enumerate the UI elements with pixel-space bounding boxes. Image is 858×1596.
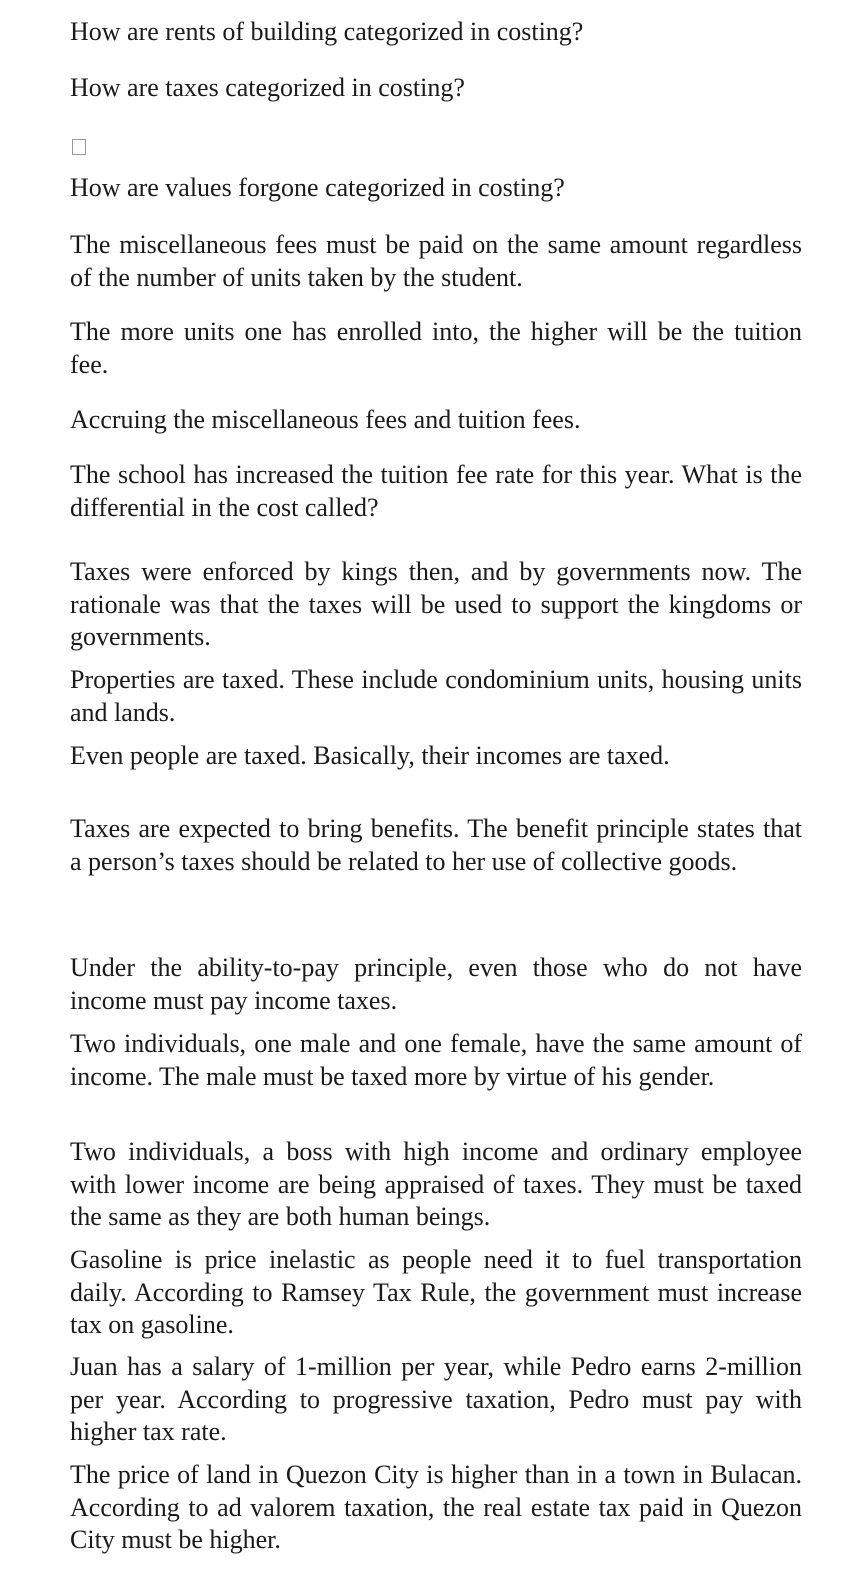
question-tuition-differential: The school has increased the tuition fee rate for this year. What is the differential in the cost called? (70, 460, 802, 522)
statement-benefit-principle: Taxes are expected to bring benefits. The benefit principle states that a person’s taxes should be related to her use of collective goods. (70, 814, 802, 876)
statement-taxes-kings: Taxes were enforced by kings then, and by governments now. The rationale was that the taxes will be used to support the kingdoms or governments. (70, 557, 802, 651)
question-taxes: How are taxes categorized in costing? (70, 73, 465, 102)
statement-units-tuition: The more units one has enrolled into, the higher will be the tuition fee. (70, 317, 802, 379)
statement-ad-valorem: The price of land in Quezon City is higher than in a town in Bulacan. According to ad valorem taxation, the real estate tax paid in Quezon City must be higher. (70, 1460, 802, 1554)
statement-gender-tax: Two individuals, one male and one female, have the same amount of income. The male must be taxed more by virtue of his gender. (70, 1029, 802, 1091)
statement-ability-to-pay: Under the ability-to-pay principle, even those who do not have income must pay income taxes. (70, 953, 802, 1015)
statement-accruing-fees: Accruing the miscellaneous fees and tuition fees. (70, 405, 581, 434)
statement-misc-fees: The miscellaneous fees must be paid on the same amount regardless of the number of units taken by the student. (70, 230, 802, 292)
statement-progressive-taxation: Juan has a salary of 1-million per year, while Pedro earns 2-million per year. According to progressive taxation, Pedro must pay with higher tax rate. (70, 1352, 802, 1446)
question-values-forgone: How are values forgone categorized in costing? (70, 173, 565, 202)
statement-boss-employee: Two individuals, a boss with high income and ordinary employee with lower income are being appraised of taxes. They must be taxed the same as they are both human beings. (70, 1137, 802, 1231)
empty-checkbox[interactable] (72, 139, 86, 155)
statement-properties-taxed: Properties are taxed. These include condominium units, housing units and lands. (70, 665, 802, 727)
statement-ramsey-rule: Gasoline is price inelastic as people need it to fuel transportation daily. According to Ramsey Tax Rule, the government must increase tax on gasoline. (70, 1245, 802, 1339)
question-rents: How are rents of building categorized in costing? (70, 17, 584, 46)
statement-people-taxed: Even people are taxed. Basically, their incomes are taxed. (70, 741, 670, 770)
